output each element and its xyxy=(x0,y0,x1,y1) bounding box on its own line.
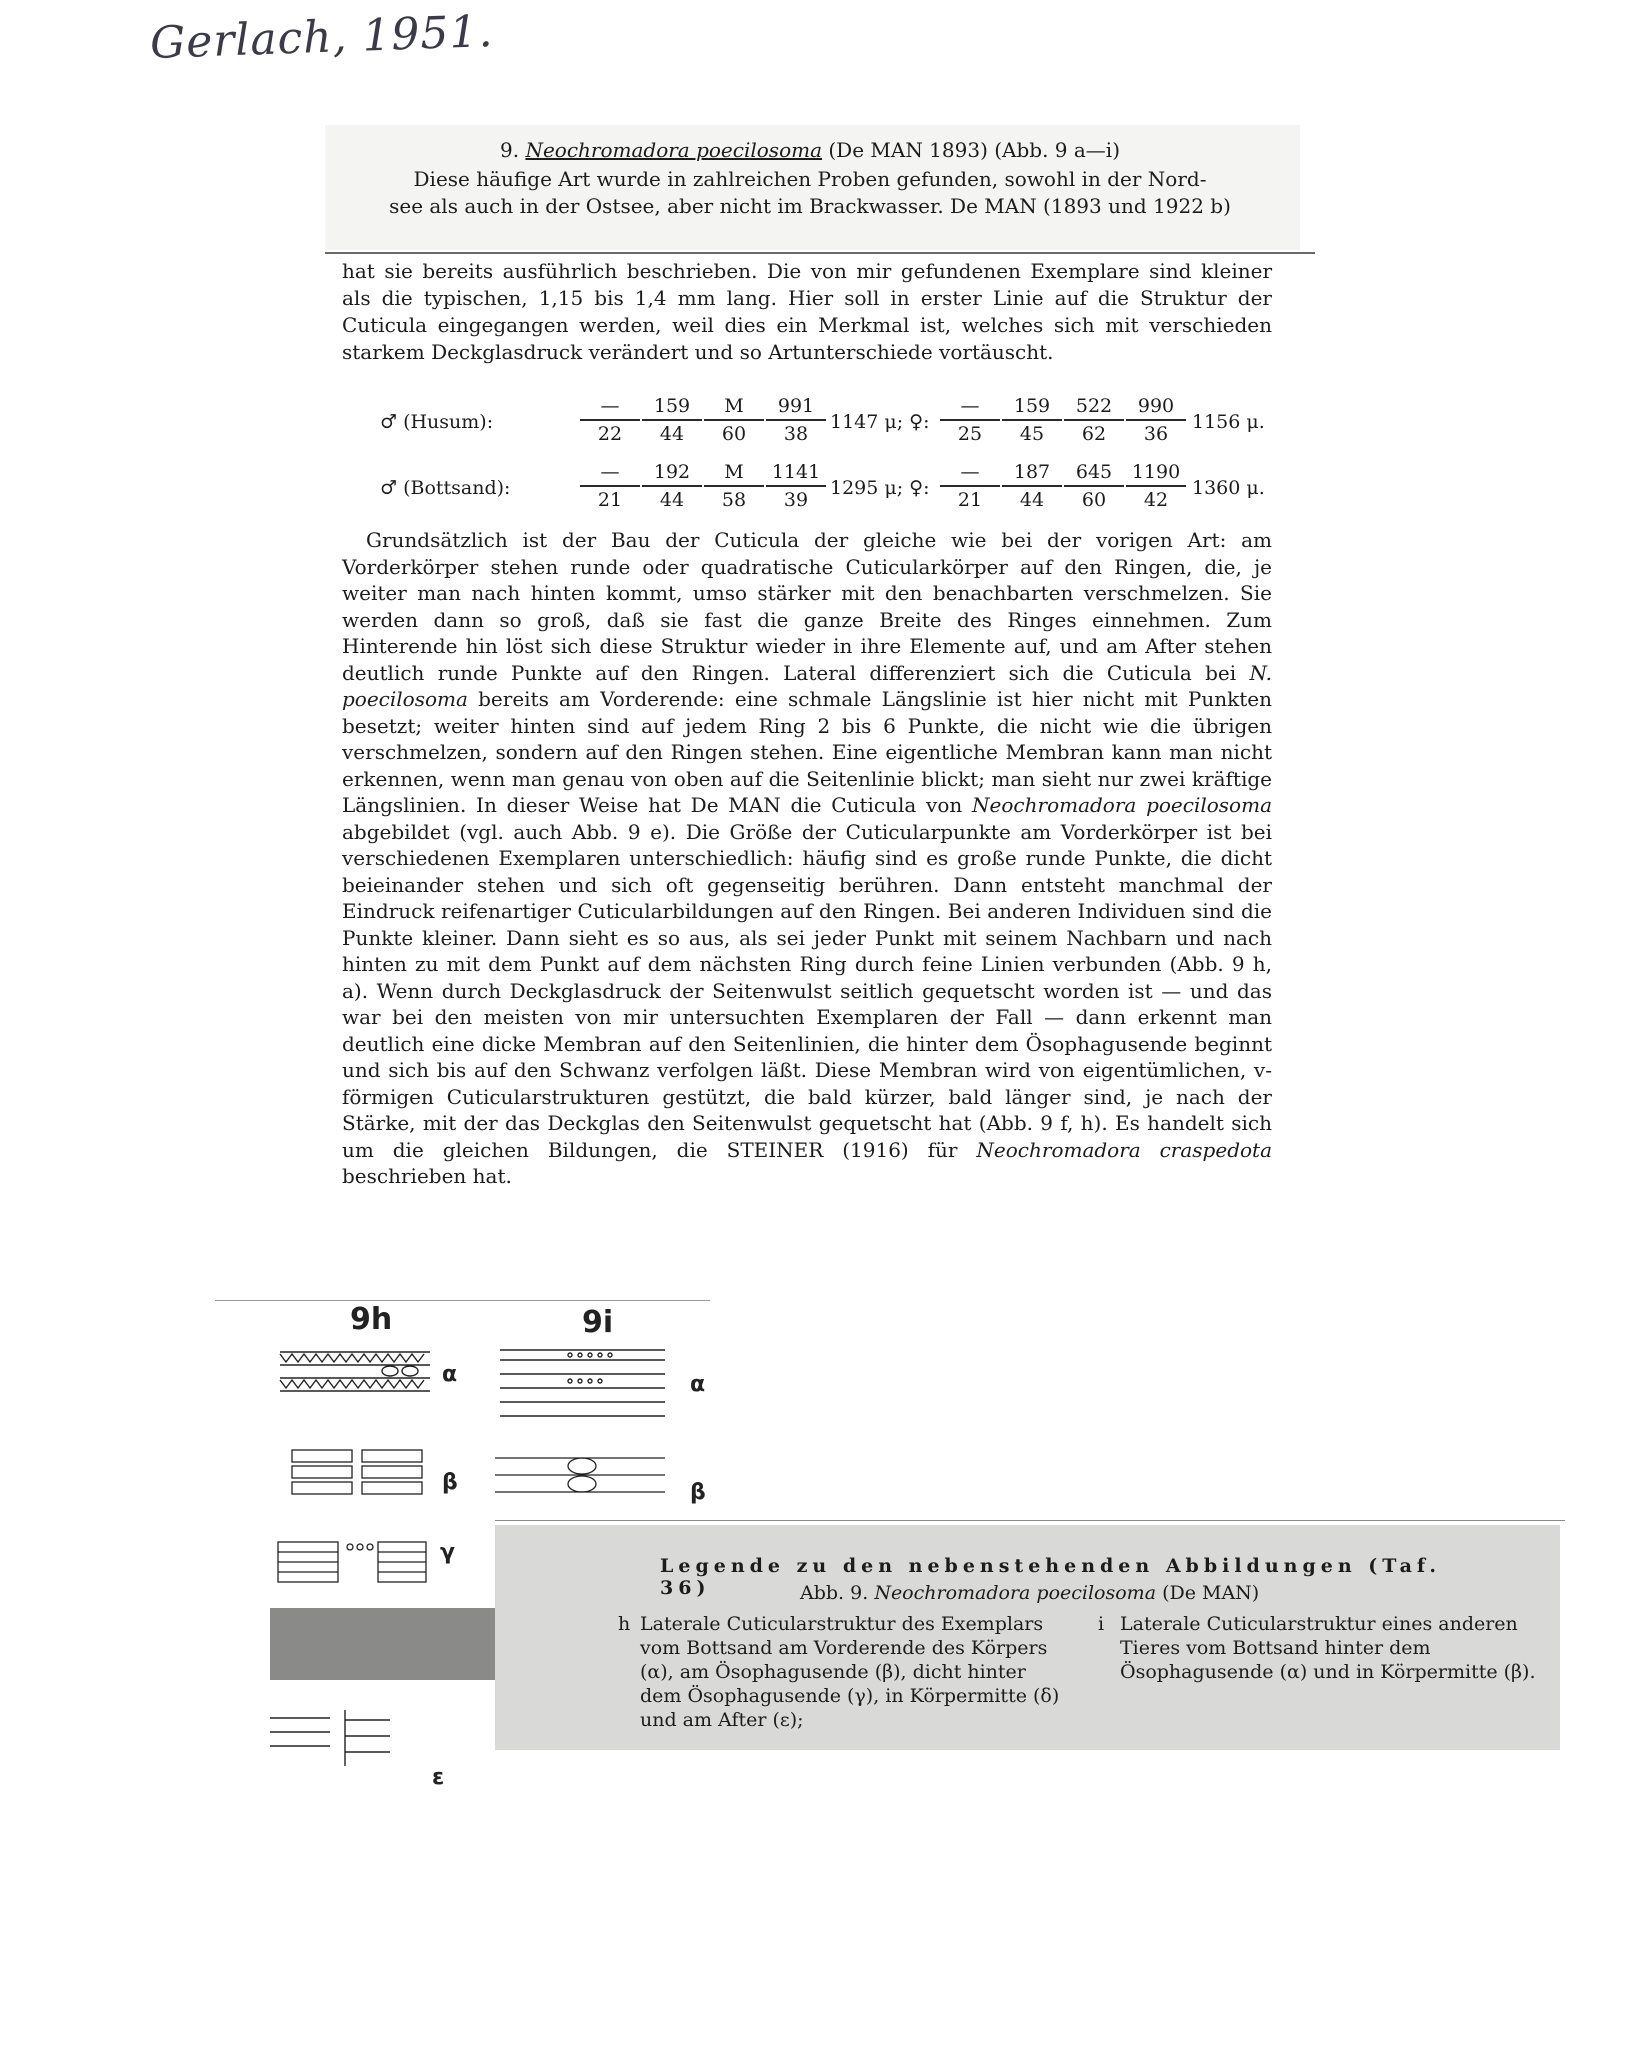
section-heading xyxy=(340,136,1280,164)
formula-total: 1156 μ. xyxy=(1192,411,1265,433)
figure-9h-delta xyxy=(270,1608,530,1680)
heading-author: (De MAN 1893) (Abb. 9 a—i) xyxy=(828,138,1120,162)
figure-9h-alpha xyxy=(280,1352,430,1391)
figure-label-9i: 9i xyxy=(582,1305,614,1340)
body-paragraph-2 xyxy=(342,527,1272,1190)
figure-9i-beta xyxy=(495,1458,665,1492)
legend-title: Legende zu den nebenstehenden Abbildungen (Taf. 36) xyxy=(660,1555,1442,1599)
fraction: $\frac{M}{60}$ xyxy=(704,395,764,445)
legend-subtitle: Abb. 9. Neochromadora poecilosoma (De MAN) xyxy=(800,1582,1260,1604)
formula-total: 1147 μ; ♀: xyxy=(830,411,930,433)
figure-9h-epsilon xyxy=(270,1710,390,1766)
label-alpha: α xyxy=(690,1372,706,1397)
fraction: $\frac{991}{38}$ xyxy=(766,395,826,445)
figure-rule xyxy=(215,1300,710,1301)
fraction: — 25 xyxy=(940,395,1000,445)
formula-husum xyxy=(380,395,1280,455)
fraction: $\frac{187}{44}$ xyxy=(1002,461,1062,511)
fraction: $\frac{M}{58}$ xyxy=(704,461,764,511)
label-alpha: α xyxy=(442,1362,458,1387)
formula-label: ♂ (Husum): xyxy=(380,411,494,433)
legend-rule xyxy=(495,1520,1565,1521)
body-text: beschrieben hat. xyxy=(342,1164,512,1188)
fraction: — 22 xyxy=(580,395,640,445)
species-name: N. poecilosoma xyxy=(342,660,1273,711)
body-text: Grundsätzlich ist der Bau der Cuticula der gleiche wie bei der vorigen Art: am Vorderkörper stehen runde oder quadratische Cuticularkörper auf den Ringen, die, je weiter man nach hinten kommt, umso stärker mit den benachbarten verschmelzen. Sie werden dann so groß, daß sie fast die ganze Breite des Ringes einnehmen. Zum Hinterende hin löst sich diese Struktur wieder in ihre Elemente auf, und am After stehen deutlich runde Punkte auf den Ringen. Lateral differenziert sich die Cuticula bei xyxy=(342,528,1272,685)
fraction: $\frac{1190}{42}$ xyxy=(1126,461,1186,511)
formula-total: 1360 μ. xyxy=(1192,477,1265,499)
clip-rule xyxy=(325,252,1315,254)
figure-9i-alpha xyxy=(500,1350,665,1416)
fraction: $\frac{522}{62}$ xyxy=(1064,395,1124,445)
intro-line: see als auch in der Ostsee, aber nicht im Brackwasser. De MAN (1893 und 1922 b) xyxy=(389,194,1231,218)
formula-total: 1295 μ; ♀: xyxy=(830,477,930,499)
fraction: $\frac{159}{45}$ xyxy=(1002,395,1062,445)
fraction: — 21 xyxy=(940,461,1000,511)
label-gamma: γ xyxy=(440,1540,455,1565)
handwritten-note: Gerlach, 1951. xyxy=(149,6,495,69)
intro-line: Diese häufige Art wurde in zahlreichen Proben gefunden, sowohl in der Nord- xyxy=(413,167,1207,191)
figure-9h-gamma xyxy=(278,1542,426,1582)
body-text: bereits am Vorderende: eine schmale Längslinie ist hier nicht mit Punkten besetzt; weiter hinten sind auf jedem Ring 2 bis 6 Punkte, die nicht wie die übrigen verschmelzen, sondern auf den Ringen stehen. Eine eigentliche Membran kann man nicht erkennen, wenn man genau von oben auf die Seitenlinie blickt; man sieht nur zwei kräftige Längslinien. In dieser Weise hat De MAN die Cuticula von xyxy=(342,687,1272,817)
heading-number: 9. xyxy=(500,138,520,162)
figure-label-9h: 9h xyxy=(350,1302,393,1337)
formula-bottsand xyxy=(380,461,1280,521)
fraction: — 21 xyxy=(580,461,640,511)
label-beta: β xyxy=(690,1480,706,1505)
fraction: $\frac{192}{44}$ xyxy=(642,461,702,511)
figure-9h-beta xyxy=(292,1450,422,1494)
body-text: abgebildet (vgl. auch Abb. 9 e). Die Größe der Cuticularpunkte am Vorderkörper ist bei verschiedenen Exemplaren unterschiedlich: häufig sind es große runde Punkte, die dicht beieinander stehen und sich oft gegenseitig berühren. Dann entsteht manchmal der Eindruck reifenartiger Cuticularbildungen auf den Ringen. Bei anderen Individuen sind die Punkte kleiner. Dann sieht es so aus, als sei jeder Punkt mit seinem Nachbarn und nach hinten zu mit dem Punkt auf dem nächsten Ring durch feine Linien verbunden (Abb. 9 h, a). Wenn durch Deckglasdruck der Seitenwulst seitlich gequetscht worden ist — und das war bei den meisten von mir untersuchten Exemplaren der Fall — dann erkennt man deutlich eine dicke Membran auf den Seitenlinien, die hinter dem Ösophagusende beginnt und sich bis auf den Schwanz verfolgen läßt. Diese Membran wird von eigentümlichen, v-förmigen Cuticularstrukturen gestützt, die bald kürzer, bald länger sind, je nach der Stärke, mit der das Deckglas den Seitenwulst gequetscht hat (Abb. 9 f, h). Es handelt sich um die gleichen Bildungen, die STEINER (1916) für xyxy=(342,819,1272,1162)
intro-text xyxy=(340,166,1280,220)
fraction: $\frac{159}{44}$ xyxy=(642,395,702,445)
body-paragraph-1: hat sie bereits ausführlich beschrieben. Die von mir gefundenen Exemplare sind kleiner als die typischen, 1,15 bis 1,4 mm lang. Hier soll in erster Linie auf die Struktur der Cuticula eingegangen werden, weil dies ein Merkmal ist, welches sich mit verschieden starkem Deckglasdruck verändert und so Artunterschiede vortäuscht. xyxy=(342,259,1272,364)
fraction: $\frac{645}{60}$ xyxy=(1064,461,1124,511)
fraction: $\frac{990}{36}$ xyxy=(1126,395,1186,445)
species-name: Neochromadora craspedota xyxy=(976,1137,1273,1162)
heading-species: Neochromadora poecilosoma xyxy=(525,138,822,162)
label-epsilon: ε xyxy=(432,1765,445,1790)
legend-entry-h: h Laterale Cuticularstruktur des Exemplars vom Bottsand am Vorderende des Körpers (α), am Ösophagusende (β), dicht hinter dem Ösophagusende (γ), in Körpermitte (δ) und am After (ε); xyxy=(618,1613,1060,1731)
fraction: $\frac{1141}{39}$ xyxy=(766,461,826,511)
legend-entry-i: i Laterale Cuticularstruktur eines anderen Tieres vom Bottsand hinter dem Ösophagusende (α) und in Körpermitte (β). xyxy=(1098,1613,1536,1683)
label-beta: β xyxy=(442,1470,458,1495)
species-name: Neochromadora poecilosoma xyxy=(972,793,1272,817)
formula-label: ♂ (Bottsand): xyxy=(380,477,511,499)
